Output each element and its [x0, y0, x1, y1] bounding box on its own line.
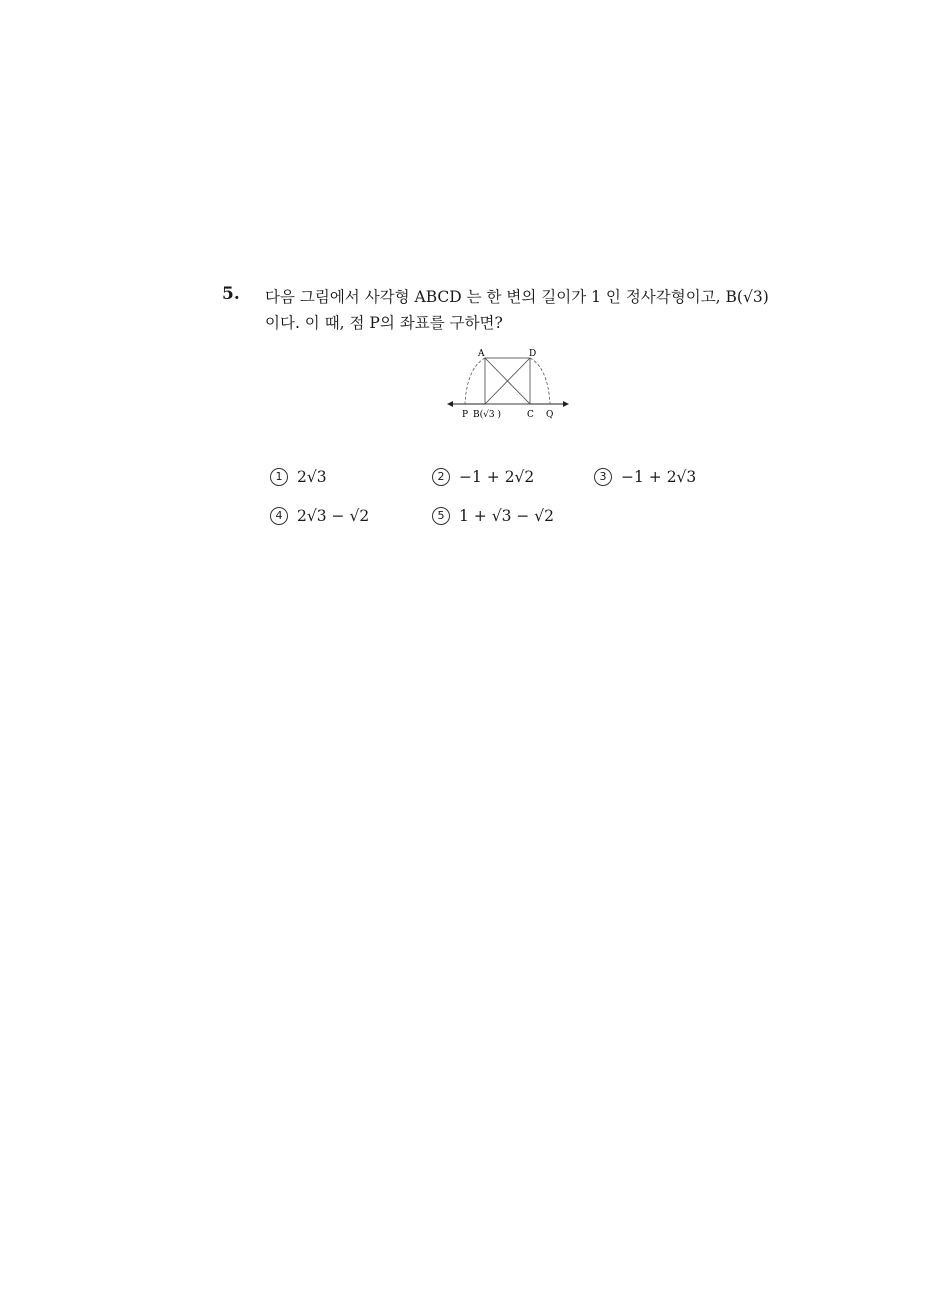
choice-1[interactable]	[270, 468, 327, 486]
label-c: C	[527, 410, 534, 420]
arrow-right-icon	[563, 401, 569, 407]
question-line-2: 이다. 이 때, 점 P의 좌표를 구하면?	[265, 314, 503, 332]
circled-number-icon: 4	[270, 507, 288, 525]
choice-4[interactable]	[270, 507, 369, 525]
choice-2[interactable]	[432, 468, 534, 486]
question-line-1: 다음 그림에서 사각형 ABCD 는 한 변의 길이가 1 인 정사각형이고, B(√3)	[265, 288, 769, 306]
circled-number-icon: 5	[432, 507, 450, 525]
label-p: P	[462, 410, 469, 420]
label-b: B(√3 )	[473, 410, 501, 420]
choice-text: −1 + 2√3	[621, 468, 697, 486]
choice-text: 2√3 − √2	[297, 507, 370, 525]
label-q: Q	[546, 410, 554, 420]
choice-5[interactable]	[432, 507, 554, 525]
question-number: 5.	[222, 284, 240, 304]
arrow-left-icon	[447, 401, 453, 407]
choice-text: 1 + √3 − √2	[459, 507, 555, 525]
label-d: D	[529, 349, 537, 359]
arc-to-p	[465, 358, 485, 404]
question-text	[265, 284, 769, 336]
label-a: A	[478, 349, 485, 359]
choice-text: 2√3	[297, 468, 327, 486]
circled-number-icon: 1	[270, 468, 288, 486]
choice-3[interactable]	[594, 468, 696, 486]
choice-text: −1 + 2√2	[459, 468, 535, 486]
circled-number-icon: 3	[594, 468, 612, 486]
square-number-line-figure	[445, 346, 573, 422]
arc-to-q	[530, 358, 550, 404]
circled-number-icon: 2	[432, 468, 450, 486]
